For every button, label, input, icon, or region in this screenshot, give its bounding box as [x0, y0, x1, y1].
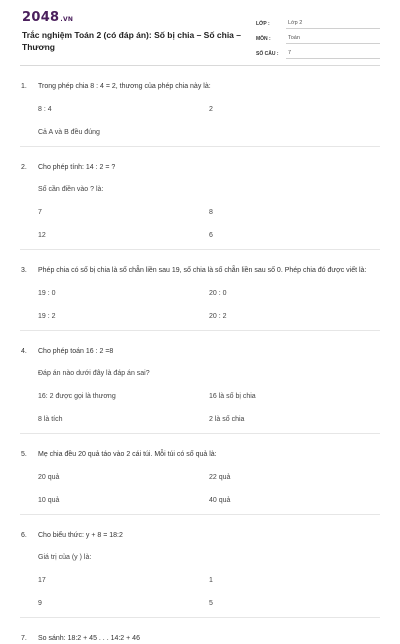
answer-option[interactable]: 16 là số bị chia — [209, 393, 256, 400]
logo-suffix: .VN — [60, 16, 74, 23]
answer-option[interactable]: 12 — [38, 232, 46, 239]
meta-row-grade — [256, 14, 380, 29]
meta-row-subject — [256, 29, 380, 44]
meta-value: 7 — [286, 47, 380, 59]
question-1 — [20, 66, 380, 147]
meta-value: Lớp 2 — [286, 17, 380, 29]
question-7 — [20, 618, 380, 644]
meta-row-count — [256, 44, 380, 59]
question-text: Phép chia có số bị chia là số chẵn liền sau 19, số chia là số chẵn liền sau số 0. Phép chia đó được viết là: — [38, 267, 367, 274]
answer-options — [38, 460, 380, 506]
question-list — [20, 66, 380, 644]
question-text: So sánh: 18:2 + 45 . . . 14:2 + 46 — [38, 635, 140, 642]
question-stem — [20, 443, 380, 460]
question-number: 2. — [21, 164, 27, 171]
answer-option[interactable]: 22 quả — [209, 474, 231, 481]
answer-option[interactable]: 8 : 4 — [38, 106, 52, 113]
question-spacer — [20, 425, 380, 433]
question-stem — [20, 524, 380, 541]
question-number: 4. — [21, 348, 27, 355]
answer-options — [38, 92, 380, 138]
answer-options — [38, 195, 380, 241]
answer-option[interactable]: 19 : 0 — [38, 290, 56, 297]
answer-option[interactable]: 40 quả — [209, 497, 231, 504]
question-stem — [20, 75, 380, 92]
meta-label: MÔN : — [256, 36, 271, 42]
question-spacer — [20, 241, 380, 249]
answer-option[interactable]: 16: 2 được gọi là thương — [38, 393, 116, 400]
question-3 — [20, 250, 380, 331]
question-5 — [20, 434, 380, 515]
question-text: Mẹ chia đều 20 quả táo vào 2 cái túi. Mỗi túi có số quả là: — [38, 451, 217, 458]
question-spacer — [20, 322, 380, 330]
answer-option[interactable]: 2 là số chia — [209, 416, 245, 423]
answer-option[interactable]: 9 — [38, 600, 42, 607]
meta-panel — [256, 14, 380, 59]
question-number: 6. — [21, 532, 27, 539]
question-text: Cho biểu thức: y + 8 = 18:2 — [38, 532, 123, 539]
question-spacer — [20, 506, 380, 514]
meta-label: LỚP : — [256, 21, 270, 27]
question-spacer — [20, 609, 380, 617]
question-text: Cho phép tính: 14 : 2 = ? — [38, 164, 116, 171]
question-number: 1. — [21, 83, 27, 90]
site-logo[interactable] — [22, 10, 73, 25]
question-text: Trong phép chia 8 : 4 = 2, thương của phép chia này là: — [38, 83, 211, 90]
meta-value: Toán — [286, 32, 380, 44]
answer-option[interactable]: 20 quả — [38, 474, 60, 481]
question-4 — [20, 331, 380, 434]
question-stem — [20, 627, 380, 644]
answer-options — [38, 379, 380, 425]
question-stem — [20, 259, 380, 276]
question-number: 7. — [21, 635, 27, 642]
question-stem — [20, 340, 380, 357]
question-spacer — [20, 138, 380, 146]
answer-options — [38, 276, 380, 322]
question-6 — [20, 515, 380, 618]
answer-option[interactable]: 1 — [209, 577, 213, 584]
answer-option[interactable]: 7 — [38, 209, 42, 216]
answer-options — [38, 563, 380, 609]
answer-option[interactable]: Cả A và B đều đúng — [38, 129, 100, 136]
answer-option[interactable]: 6 — [209, 232, 213, 239]
answer-option[interactable]: 17 — [38, 577, 46, 584]
answer-option[interactable]: 8 — [209, 209, 213, 216]
worksheet-header — [20, 0, 380, 66]
question-number: 3. — [21, 267, 27, 274]
answer-option[interactable]: 2 — [209, 106, 213, 113]
answer-option[interactable]: 5 — [209, 600, 213, 607]
question-prompt: Số cần điền vào ? là: — [38, 186, 104, 193]
question-stem — [20, 156, 380, 173]
meta-label: SỐ CÂU : — [256, 51, 279, 57]
question-prompt: Giá trị của (y ) là: — [38, 554, 92, 561]
document-title: Trắc nghiệm Toán 2 (có đáp án): Số bị chia – Số chia – Thương — [22, 30, 241, 52]
answer-option[interactable]: 20 : 2 — [209, 313, 227, 320]
question-prompt: Đáp án nào dưới đây là đáp án sai? — [38, 370, 150, 377]
question-text: Cho phép toán 16 : 2 =8 — [38, 348, 114, 355]
question-number: 5. — [21, 451, 27, 458]
answer-option[interactable]: 19 : 2 — [38, 313, 56, 320]
answer-option[interactable]: 10 quả — [38, 497, 60, 504]
answer-option[interactable]: 20 : 0 — [209, 290, 227, 297]
question-2 — [20, 147, 380, 250]
answer-option[interactable]: 8 là tích — [38, 416, 63, 423]
logo-text: 2048 — [22, 10, 60, 25]
